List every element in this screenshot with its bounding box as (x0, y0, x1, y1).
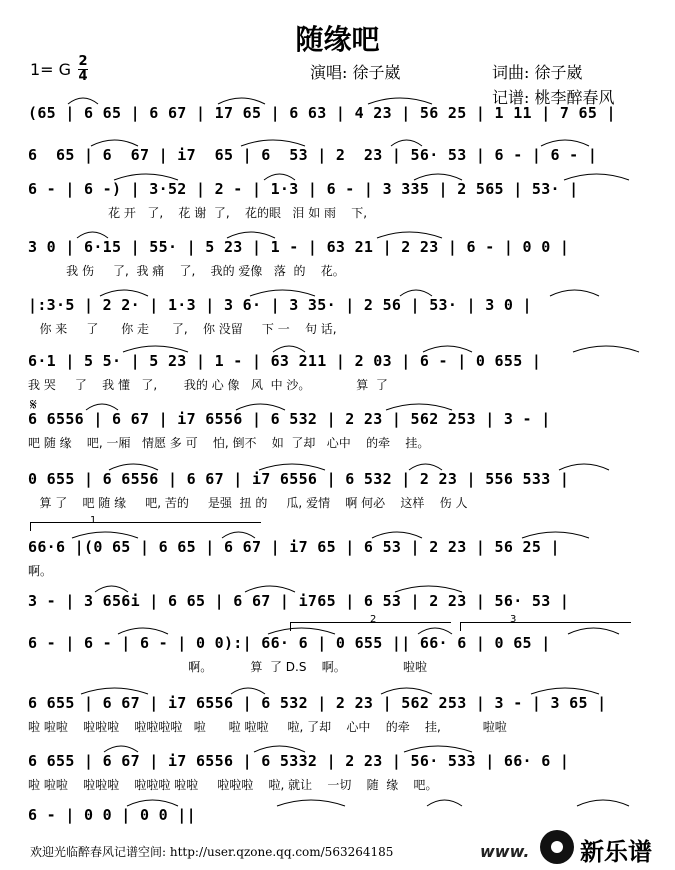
site-logo[interactable] (480, 828, 670, 868)
volta-1-bracket (30, 522, 261, 531)
lyrics-line: 你 来 了 你 走 了, 你 没留 下 一 句 话, (28, 322, 337, 336)
notes-line: 6 - | 6 -) | 3·52 | 2 - | 1·3 | 6 - | 3 335 | 2 565 | 53· | (28, 180, 579, 198)
lyrics-line: 啦 啦啦 啦啦啦 啦啦啦啦 啦 啦 啦啦 啦, 了却 心中 的牵 挂, 啦啦 (28, 720, 507, 734)
lyrics-line: 我 伤 了, 我 痛 了, 我的 爱像 落 的 花。 (28, 264, 345, 278)
footer-text: 欢迎光临醉春风记谱空间: http://user.qzone.qq.com/563264185 (30, 845, 394, 859)
notes-line: 6 - | 0 0 | 0 0 || (28, 806, 196, 824)
lyrics-line: 吧 随 缘 吧, 一厢 情愿 多 可 怕, 倒不 如 了却 心中 的牵 挂。 (28, 436, 430, 450)
lyrics-line: 啦 啦啦 啦啦啦 啦啦啦 啦啦 啦啦啦 啦, 就让 一切 随 缘 吧。 (28, 778, 438, 792)
notes-line: (65 | 6 65 | 6 67 | 17 65 | 6 63 | 4 23 | 56 25 | 1 11 | 7 65 | (28, 104, 616, 122)
notes-line: 66·6 |(0 65 | 6 65 | 6 67 | i7 65 | 6 53 | 2 23 | 56 25 | (28, 538, 560, 556)
singer-credit: 演唱: 徐子崴 (310, 63, 401, 82)
notes-line: 3 - | 3 656i | 6 65 | 6 67 | i765 | 6 53 | 2 23 | 56· 53 | (28, 592, 570, 610)
logo-www: www. (480, 842, 530, 861)
score-row (28, 470, 646, 530)
composer-credit: 词曲: 徐子崴 (492, 63, 583, 82)
notes-line: 6·1 | 5 5· | 5 23 | 1 - | 63 211 | 2 03 | 6 - | 0 655 | (28, 352, 542, 370)
lyrics-line: 我 哭 了 我 懂 了, 我的 心 像 风 中 沙。 算 了 (28, 378, 388, 392)
transcriber-credit: 记谱: 桃李醉春风 (492, 88, 615, 107)
page-title: 随缘吧 (295, 23, 380, 56)
time-signature-bottom: 4 (78, 69, 88, 84)
segno-sign: 𝄋 (30, 395, 37, 414)
notes-line: |:3·5 | 2 2· | 1·3 | 3 6· | 3 35· | 2 56 | 53· | 3 0 | (28, 296, 532, 314)
lyrics-line: 算 了 吧 随 缘 吧, 苦的 是强 扭 的 瓜, 爱情 啊 何必 这样 伤 人 (28, 496, 468, 510)
time-signature-top: 2 (78, 54, 88, 69)
lyrics-line: 花 开 了, 花 谢 了, 花的眼 泪 如 雨 下, (28, 206, 368, 220)
volta-2-bracket (290, 622, 451, 631)
record-disc-icon (540, 830, 574, 864)
notes-line: 6 6556 | 6 67 | i7 6556 | 6 532 | 2 23 | 562 253 | 3 - | (28, 410, 551, 428)
lyrics-line: 啊。 (28, 564, 53, 578)
notes-line: 6 655 | 6 67 | i7 6556 | 6 532 | 2 23 | 562 253 | 3 - | 3 65 | (28, 694, 607, 712)
notes-line: 6 - | 6 - | 6 - | 0 0):| 66· 6 | 0 655 || 66· 6 | 0 65 | (28, 634, 551, 652)
key-signature: 1= G (30, 60, 72, 79)
volta-3-label: 3 (510, 614, 517, 625)
volta-3-bracket (460, 622, 631, 631)
notes-line: 6 655 | 6 67 | i7 6556 | 6 5332 | 2 23 | 56· 533 | 66· 6 | (28, 752, 570, 770)
lyrics-line: 啊。 算 了 D.S 啊。 啦啦 (28, 660, 427, 674)
logo-text: 新乐谱 (580, 838, 652, 866)
volta-1-label: 1 (90, 515, 97, 526)
volta-2-label: 2 (370, 614, 377, 625)
time-signature (78, 56, 88, 83)
notes-line: 6 65 | 6 67 | i7 65 | 6 53 | 2 23 | 56· 53 | 6 - | 6 - | (28, 146, 598, 164)
notes-line: 3 0 | 6·15 | 55· | 5 23 | 1 - | 63 21 | 2 23 | 6 - | 0 0 | (28, 238, 570, 256)
notes-line: 0 655 | 6 6556 | 6 67 | i7 6556 | 6 532 | 2 23 | 556 533 | (28, 470, 570, 488)
